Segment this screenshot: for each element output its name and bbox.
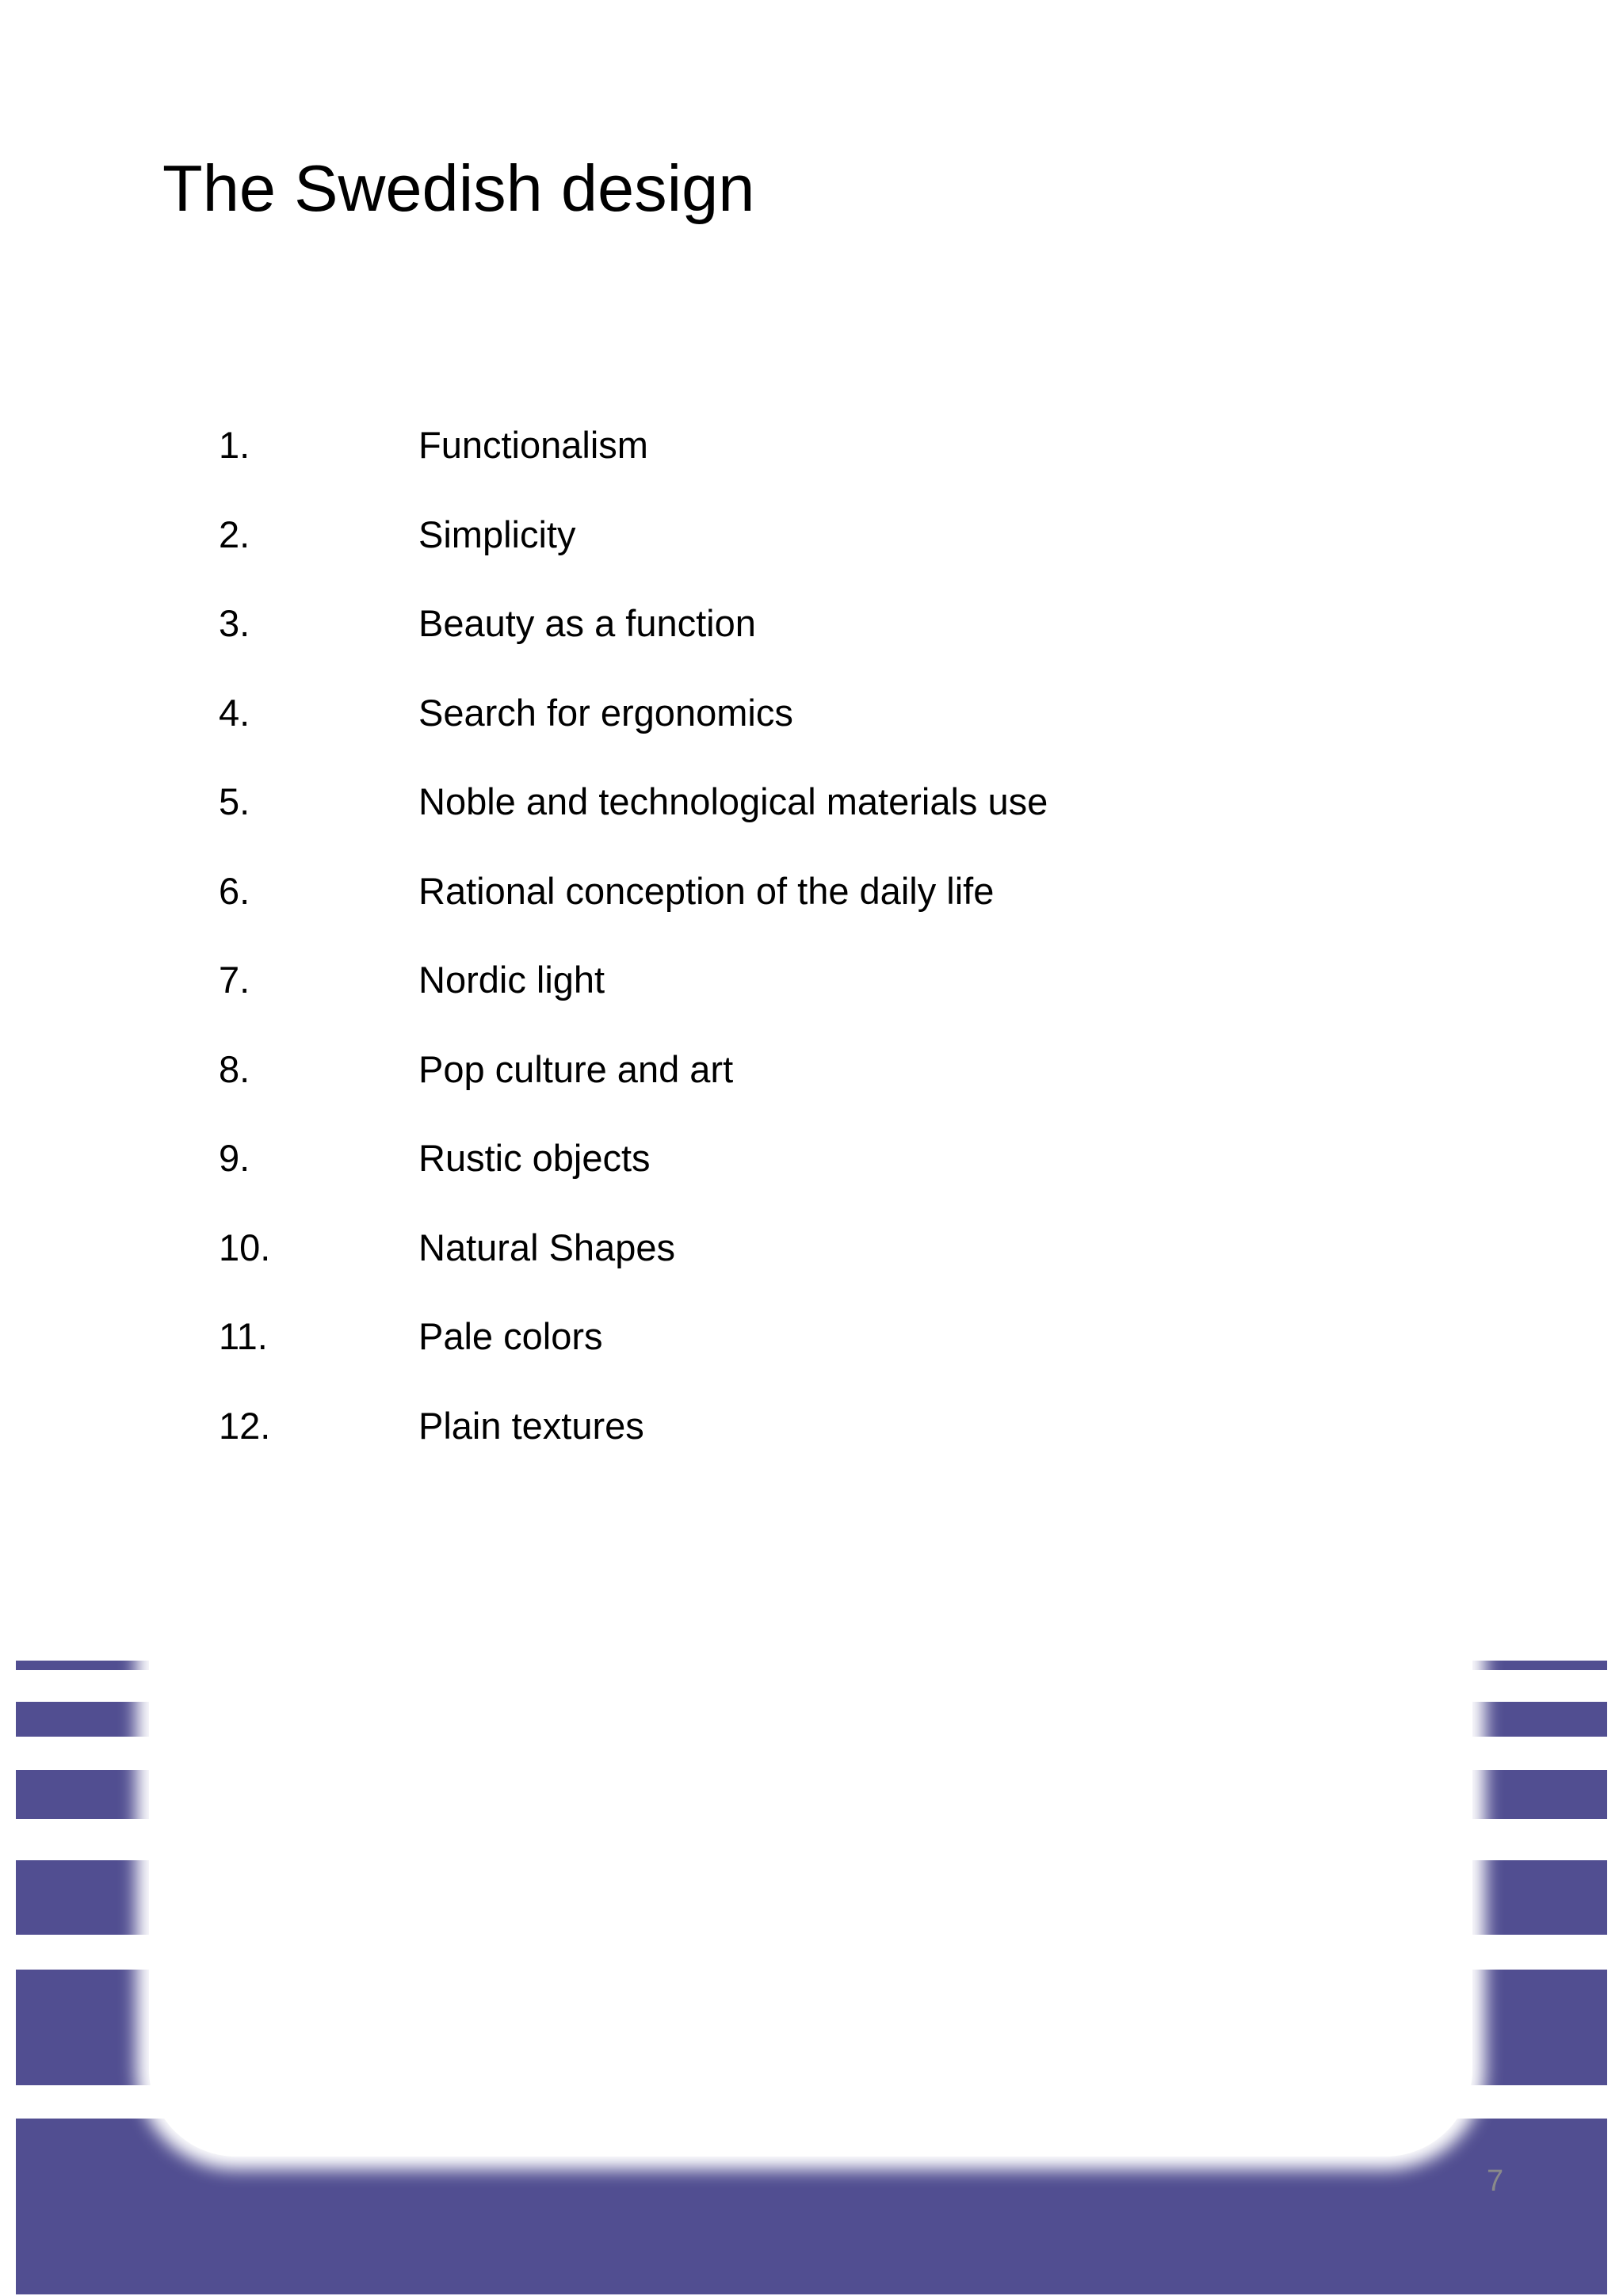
list-item-number: 5. <box>219 780 250 822</box>
list-item-text: Beauty as a function <box>418 602 756 644</box>
content-panel <box>149 208 1472 2157</box>
list-item-number: 8. <box>219 1048 250 1090</box>
list-item <box>0 778 1268 826</box>
page-number: 7 <box>1487 2164 1504 2198</box>
page-title: The Swedish design <box>162 151 755 225</box>
list-item-number: 3. <box>219 602 250 644</box>
list-item-text: Noble and technological materials use <box>418 780 1048 822</box>
list-item-text: Rational conception of the daily life <box>418 870 995 912</box>
list-item-text: Natural Shapes <box>418 1226 675 1268</box>
list-item-text: Pale colors <box>418 1315 603 1357</box>
list-item-text: Pop culture and art <box>418 1048 734 1090</box>
list-item <box>0 868 1268 915</box>
list-item-number: 10. <box>219 1226 271 1268</box>
list-item-number: 12. <box>219 1405 271 1447</box>
list-item-number: 2. <box>219 513 250 555</box>
list-item <box>0 1046 1268 1093</box>
list-item-number: 7. <box>219 959 250 1001</box>
list-item <box>0 956 1268 1004</box>
list-item-number: 1. <box>219 424 250 466</box>
list-item-text: Search for ergonomics <box>418 692 793 734</box>
list-item <box>0 1402 1268 1450</box>
list-item-text: Nordic light <box>418 959 605 1001</box>
list-item-number: 9. <box>219 1137 250 1179</box>
list-item <box>0 1224 1268 1272</box>
list-item-text: Simplicity <box>418 513 576 555</box>
list-item-number: 4. <box>219 692 250 734</box>
list-item-text: Rustic objects <box>418 1137 651 1179</box>
list-item <box>0 600 1268 647</box>
list-item <box>0 1135 1268 1182</box>
list-item <box>0 511 1268 559</box>
list-item-number: 11. <box>219 1315 268 1357</box>
list-item <box>0 1313 1268 1360</box>
list-item-text: Plain textures <box>418 1405 644 1447</box>
list-item-text: Functionalism <box>418 424 648 466</box>
list-item <box>0 421 1268 469</box>
list-item-number: 6. <box>219 870 250 912</box>
list-item <box>0 689 1268 737</box>
